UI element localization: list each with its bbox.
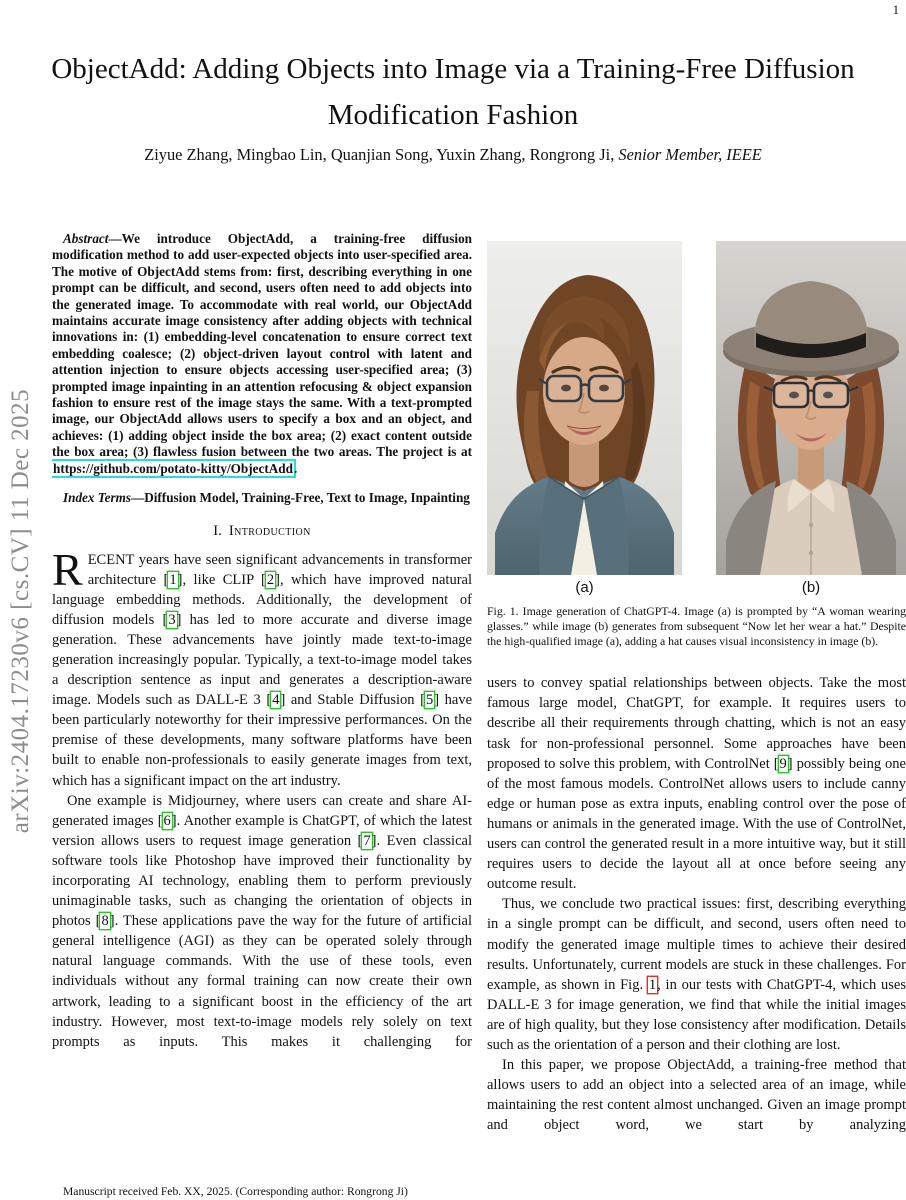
- citation-ref[interactable]: 2: [266, 571, 275, 588]
- author-line: [0, 145, 906, 165]
- text-run: .: [293, 460, 298, 476]
- citation-ref[interactable]: 7: [363, 832, 371, 849]
- text-run: ] possibly being one of the most famous models. ControlNet allows users to include canny edge or human pose as extra inputs, enabling control over the pose of humans or animals in the generated image. With the use of ControlNet, users can control the generated result in a more intuitive way, but it still requires users to decide the layout all at once before seeing any outcome result.: [487, 755, 906, 893]
- text-run: Abstract: [63, 231, 109, 246]
- citation-ref[interactable]: 9: [779, 755, 787, 772]
- col2-paragraph-2: [487, 894, 906, 1055]
- text-run: ]. These applications pave the way for the future of artificial general intelligence (AGI) as they can be operated solely through natural language commands. With the use of these tools, even individuals without any formal training can now create their own artwork, leading to a significant boost in the efficiency of the art industry. However, most text-to-image models rely solely on text prompts as inputs. This makes it challenging for: [52, 913, 472, 1050]
- figure1-caption: Fig. 1. Image generation of ChatGPT-4. Image (a) is prompted by “A woman wearing glasses.” while image (b) generates from subsequent “Now let her wear a hat.” Despite the high-qualified image (a), adding a hat causes visual inconsistency in image (b).: [487, 604, 906, 649]
- intro-paragraph-2: [52, 791, 472, 1052]
- text-run: ] and Stable Diffusion [: [280, 692, 425, 709]
- text-run: users to convey spatial relationships between objects. Take the most famous large model, ChatGPT, for example. It requires users to describe all their requirements through chatting, which is not an easy task for non-professional personnel. Some approaches have been proposed to solve this problem, with ControlNet [: [487, 675, 906, 772]
- author-names: Ziyue Zhang, Mingbao Lin, Quanjian Song, Yuxin Zhang, Rongrong Ji,: [144, 145, 619, 164]
- text-run: Index Terms: [63, 490, 132, 506]
- text-run: ], which have improved natural language embedding methods. Additionally, the development of diffusion models [: [52, 571, 472, 628]
- figure1-images: [487, 241, 906, 575]
- manuscript-footnote: Manuscript received Feb. XX, 2025. (Corresponding author: Rongrong Ji): [52, 1182, 472, 1198]
- text-run: —We introduce ObjectAdd, a training-free diffusion modification method to add user-expected objects into user-specified area. The motive of ObjectAdd stems from: first, describing everything in one prompt can be difficult, and second, users often need to add objects into the generated image. To accommodate with real world, our ObjectAdd maintains accurate image consistency after adding objects with technical innovations in: (1) embedding-level concatenation to ensure correct text embedding coalesce; (2) object-driven layout control with latent and attention injection to ensure objects accessing user-specified area; (3) prompted image inpainting in an attention refocusing & object expansion fashion to ensure rest of the image stays the same. With a text-prompted image, our ObjectAdd allows users to specify a box and an object, and achieves: (1) adding object inside the box area; (2) exact content outside the box area; (3) flawless fusion between the two areas. The project is at: [52, 231, 472, 460]
- subfigure-labels: [487, 579, 906, 596]
- project-url-link[interactable]: https://github.com/potato-kitty/ObjectAdd: [53, 460, 293, 476]
- text-run: ] have been particularly noteworthy for their impressive performances. On the premise of these developments, many software platforms have been built to enable non-professionals to easily generate images from text, which has a significant impact on the art industry.: [52, 692, 472, 789]
- figure1-image-b-woman-hat: [716, 241, 906, 575]
- title-line-1: ObjectAdd: Adding Objects into Image via a Training-Free Diffusion: [51, 53, 855, 85]
- right-column-text: [487, 673, 906, 1135]
- index-terms: [52, 490, 472, 506]
- text-run: In this paper, we propose ObjectAdd, a training-free method that allows users to add an object into a selected area of an image, while maintaining the rest content almost unchanged. Given an image prompt and object word, we start by analyzing: [487, 1057, 906, 1134]
- citation-ref[interactable]: 6: [163, 812, 171, 829]
- text-run: ]. Another example is ChatGPT, of which the latest version allows users to request image generation [: [52, 812, 472, 849]
- text-run: One example is Midjourney, where users can create and share AI-generated images [: [52, 792, 472, 829]
- title-line-2: Modification Fashion: [327, 99, 579, 131]
- col2-paragraph-1: [487, 673, 906, 894]
- section-heading-introduction: [52, 523, 472, 540]
- text-run: ] has led to more accurate and diverse image generation. These advancements have jointly made text-to-image generation increasingly popular. Typically, a text-to-image model takes a description sentence as input and generates a description-aware image. Models such as DALL-E 3 [: [52, 611, 472, 709]
- figure1-image-a-woman-glasses: [487, 241, 682, 575]
- intro-paragraph-1-text: [52, 543, 472, 789]
- text-run: —Diffusion Model, Training-Free, Text to Image, Inpainting: [131, 490, 470, 506]
- citation-ref[interactable]: 8: [101, 913, 109, 930]
- figure-1: [487, 228, 906, 649]
- author-membership: Senior Member, IEEE: [618, 145, 762, 164]
- citation-ref[interactable]: 4: [272, 692, 280, 709]
- text-run: ECENT years have seen significant advancements in transformer architecture [: [87, 551, 472, 588]
- col2-paragraph-3: [487, 1055, 906, 1135]
- subfigure-label-b: (b): [801, 579, 821, 596]
- text-run: Thus, we conclude two practical issues: first, describing everything in a single prompt can be difficult, and second, users often need to modify the generated image multiple times to achieve their desired results. Unfortunately, current models are stuck in these challenges. For example, as shown in Fig.: [487, 896, 906, 993]
- citation-ref[interactable]: 3: [168, 611, 176, 628]
- section-number: I.: [213, 522, 222, 539]
- text-run: ], like CLIP [: [177, 571, 266, 588]
- subfigure-label-a: (a): [575, 579, 594, 596]
- arxiv-watermark: arXiv:2404.17230v6 [cs.CV] 11 Dec 2025: [7, 388, 34, 834]
- abstract-paragraph: [52, 231, 472, 477]
- page-number: 1: [892, 3, 899, 17]
- drop-cap: R: [52, 543, 83, 595]
- citation-ref[interactable]: 5: [425, 692, 434, 709]
- section-title: Introduction: [228, 522, 311, 539]
- figure-reference[interactable]: 1: [648, 976, 657, 993]
- paper-title: [0, 46, 906, 138]
- text-run: , in our tests with ChatGPT-4, which uses DALL-E 3 for image generation, we find that while the initial images are of high quality, but they lose consistency after modification. Details such as the orientation of a person and their clothing are lost.: [487, 976, 906, 1053]
- intro-paragraph-1: [52, 543, 472, 791]
- left-column: [52, 228, 472, 1200]
- text-run: ]. Even classical software tools like Photoshop have improved their functionality by incorporating AI technology, enabling them to perform previously unimaginable tasks, such as changing the orientation of objects in photos [: [52, 832, 472, 930]
- right-column: [487, 228, 906, 1200]
- citation-ref[interactable]: 1: [169, 571, 177, 588]
